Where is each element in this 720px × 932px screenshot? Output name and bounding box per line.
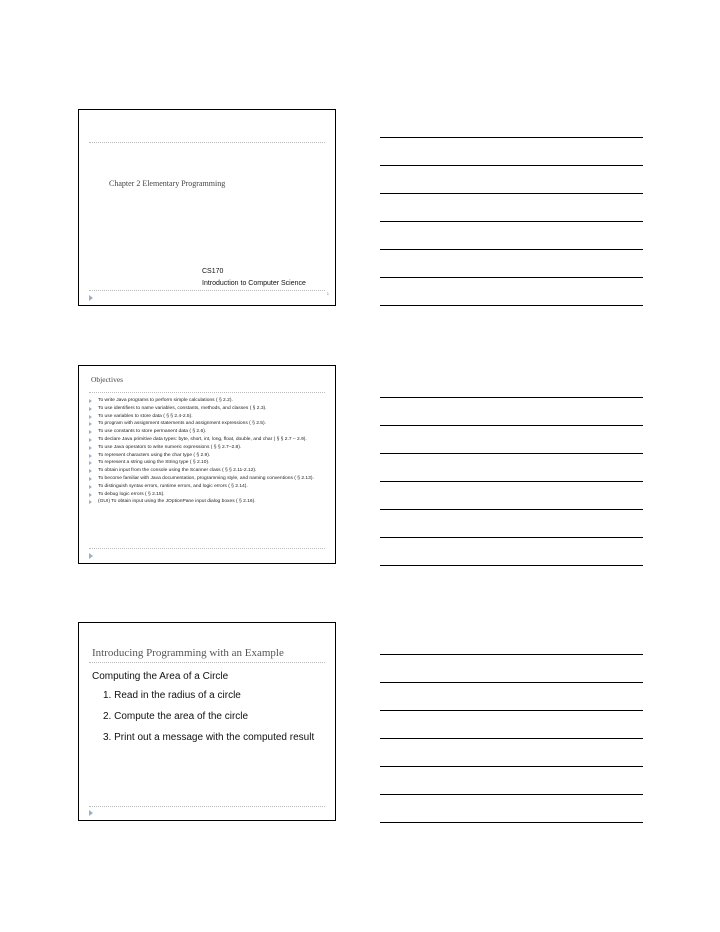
note-line: [380, 277, 643, 278]
note-line: [380, 794, 643, 795]
note-line: [380, 249, 643, 250]
note-line: [380, 397, 643, 398]
note-line: [380, 654, 643, 655]
list-item: To obtain input from the console using the Scanner class ( § § 2.11-2.12).: [88, 467, 333, 475]
divider: [89, 142, 325, 143]
triangle-bullet-icon: [89, 295, 93, 301]
slide-title: Introducing Programming with an Example: [92, 647, 284, 659]
list-item: To use Java operators to write numeric expressions ( § § 2.7–2.8).: [88, 444, 333, 452]
list-item: To become familiar with Java documentation, programming style, and naming conventions ( § 2.13).: [88, 475, 333, 483]
note-line: [380, 738, 643, 739]
page-number: 1: [326, 291, 329, 296]
slide-title: Objectives: [91, 375, 124, 384]
slide-2: [78, 365, 336, 564]
list-item: To represent a string using the String type ( § 2.10).: [88, 459, 333, 467]
note-line: [380, 193, 643, 194]
list-item: To write Java programs to perform simple calculations ( § 2.2).: [88, 397, 333, 405]
step-item: 2. Compute the area of the circle: [103, 711, 249, 722]
list-item: To declare Java primitive data types: byte, short, int, long, float, double, and char ( § § 2.7 – 2.9).: [88, 436, 333, 444]
note-line: [380, 565, 643, 566]
list-item: To debug logic errors ( § 2.15).: [88, 491, 333, 499]
list-item: To distinguish syntax errors, runtime errors, and logic errors ( § 2.14).: [88, 483, 333, 491]
triangle-bullet-icon: [89, 553, 93, 559]
step-item: 1. Read in the radius of a circle: [103, 690, 241, 701]
note-line: [380, 137, 643, 138]
slide-heading: Computing the Area of a Circle: [92, 671, 229, 682]
note-line: [380, 165, 643, 166]
slide-subtitle: [202, 266, 306, 290]
note-line: [380, 766, 643, 767]
divider: [89, 806, 325, 807]
slide-3: [78, 622, 336, 821]
divider: [89, 392, 325, 393]
course-name: Introduction to Computer Science: [202, 280, 306, 287]
list-item: To use constants to store permanent data ( § 2.6).: [88, 428, 333, 436]
divider: [89, 662, 325, 663]
list-item: To program with assignment statements and assignment expressions ( § 2.5).: [88, 420, 333, 428]
slide-1: [78, 109, 336, 306]
note-line: [380, 537, 643, 538]
note-line: [380, 481, 643, 482]
note-line: [380, 509, 643, 510]
note-line: [380, 710, 643, 711]
step-item: 3. Print out a message with the computed result: [103, 732, 315, 743]
course-code: CS170: [202, 268, 224, 275]
list-item: To use variables to store data ( § § 2.4-2.5).: [88, 413, 333, 421]
note-line: [380, 453, 643, 454]
note-line: [380, 682, 643, 683]
list-item: To represent characters using the char type ( § 2.9).: [88, 452, 333, 460]
divider: [89, 290, 325, 291]
note-line: [380, 425, 643, 426]
list-item: (GUI) To obtain input using the JOptionPane input dialog boxes ( § 2.16).: [88, 498, 333, 506]
slide-title: Chapter 2 Elementary Programming: [109, 179, 226, 188]
triangle-bullet-icon: [89, 810, 93, 816]
note-line: [380, 221, 643, 222]
divider: [89, 548, 325, 549]
list-item: To use identifiers to name variables, constants, methods, and classes ( § 2.3).: [88, 405, 333, 413]
note-line: [380, 305, 643, 306]
note-line: [380, 822, 643, 823]
objectives-list: [88, 397, 333, 506]
